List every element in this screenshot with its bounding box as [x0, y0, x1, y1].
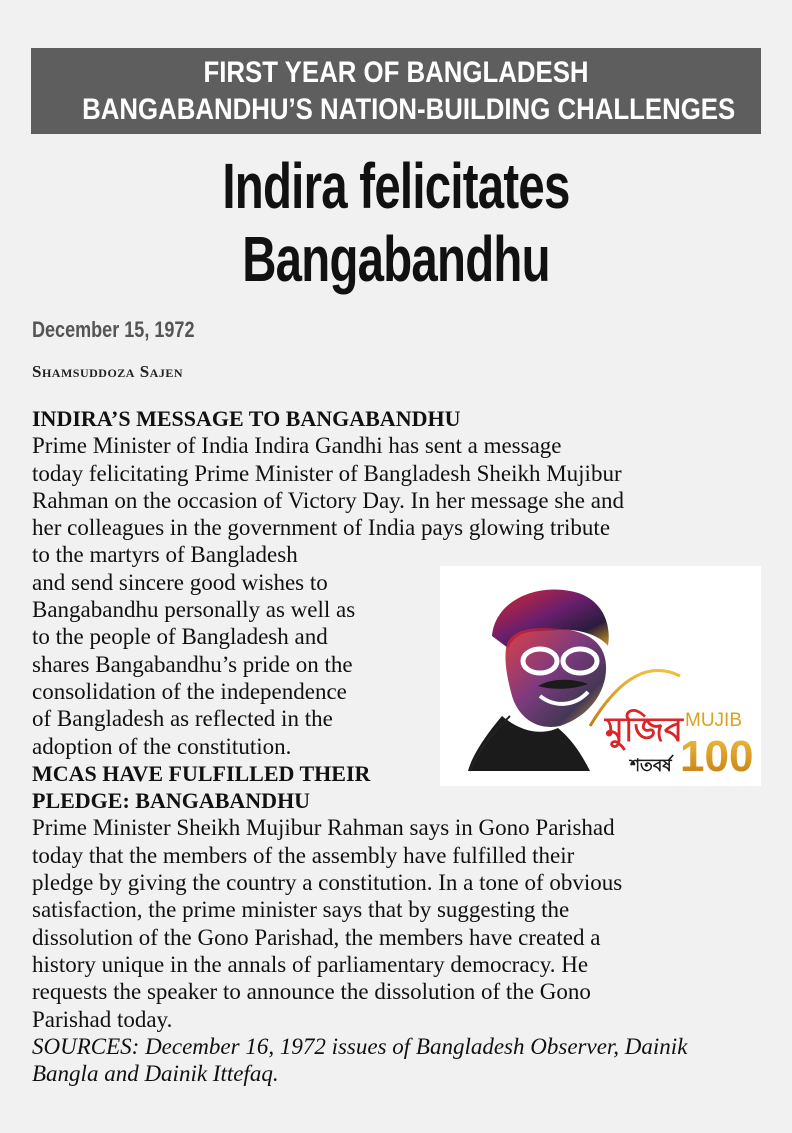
mujib-100-logo-image	[440, 566, 761, 786]
logo-bangla-top: মুজিব	[605, 710, 683, 750]
body-line: today felicitating Prime Minister of Bangladesh Sheikh Mujibur	[32, 460, 622, 486]
body-line: adoption of the constitution.	[32, 733, 292, 759]
body-line: dissolution of the Gono Parishad, the members have created a	[32, 924, 601, 950]
body-line: Parishad today.	[32, 1006, 173, 1032]
body-line: to the people of Bangladesh and	[32, 624, 328, 650]
sources-line-1: SOURCES: December 16, 1972 issues of Bangladesh Observer, Dainik	[32, 1033, 688, 1059]
portrait-face	[505, 628, 606, 727]
mujib-100-logo	[440, 566, 761, 786]
body-line: Prime Minister of India Indira Gandhi has sent a message	[32, 433, 562, 459]
section1-heading: INDIRA’S MESSAGE TO BANGABANDHU	[32, 406, 461, 431]
article-date: December 15, 1972	[32, 317, 195, 342]
body-line: requests the speaker to announce the dissolution of the Gono	[32, 979, 591, 1005]
logo-mujib: MUJIB	[685, 710, 742, 731]
logo-100: 100	[680, 732, 754, 781]
body-line: pledge by giving the country a constitution. In a tone of obvious	[32, 870, 623, 896]
body-line: Prime Minister Sheikh Mujibur Rahman says in Gono Parishad	[32, 815, 615, 841]
body-line: shares Bangabandhu’s pride on the	[32, 651, 353, 677]
body-line: consolidation of the independence	[32, 678, 347, 704]
section2-heading-line-2: PLEDGE: BANGABANDHU	[32, 788, 311, 814]
banner-line-1: FIRST YEAR OF BANGLADESH	[203, 56, 589, 89]
banner-line-2: BANGABANDHU’S NATION-BUILDING CHALLENGES	[82, 93, 736, 126]
body-line: of Bangladesh as reflected in the	[32, 706, 333, 732]
body-line: her colleagues in the government of India pays glowing tribute	[32, 515, 611, 541]
body-line: and send sincere good wishes to	[32, 569, 328, 595]
headline-line-1: Indira felicitates	[222, 150, 570, 222]
body-line: satisfaction, the prime minister says that by suggesting the	[32, 897, 570, 923]
section2-heading-line-1: MCAS HAVE FULFILLED THEIR	[32, 760, 371, 786]
headline-line-2: Bangabandhu	[242, 223, 550, 295]
body-line: today that the members of the assembly have fulfilled their	[32, 842, 575, 868]
series-banner	[31, 48, 761, 134]
sources-line-2: Bangla and Dainik Ittefaq.	[32, 1061, 279, 1087]
author-byline: Shamsuddoza Sajen	[32, 362, 183, 381]
body-line: Bangabandhu personally as well as	[32, 597, 356, 623]
body-line: to the martyrs of Bangladesh	[32, 542, 298, 568]
body-line: history unique in the annals of parliamentary democracy. He	[32, 951, 589, 977]
logo-bangla-bottom: শতবর্ষ	[630, 756, 672, 776]
body-line: Rahman on the occasion of Victory Day. In her message she and	[32, 487, 624, 513]
headline	[0, 150, 792, 296]
